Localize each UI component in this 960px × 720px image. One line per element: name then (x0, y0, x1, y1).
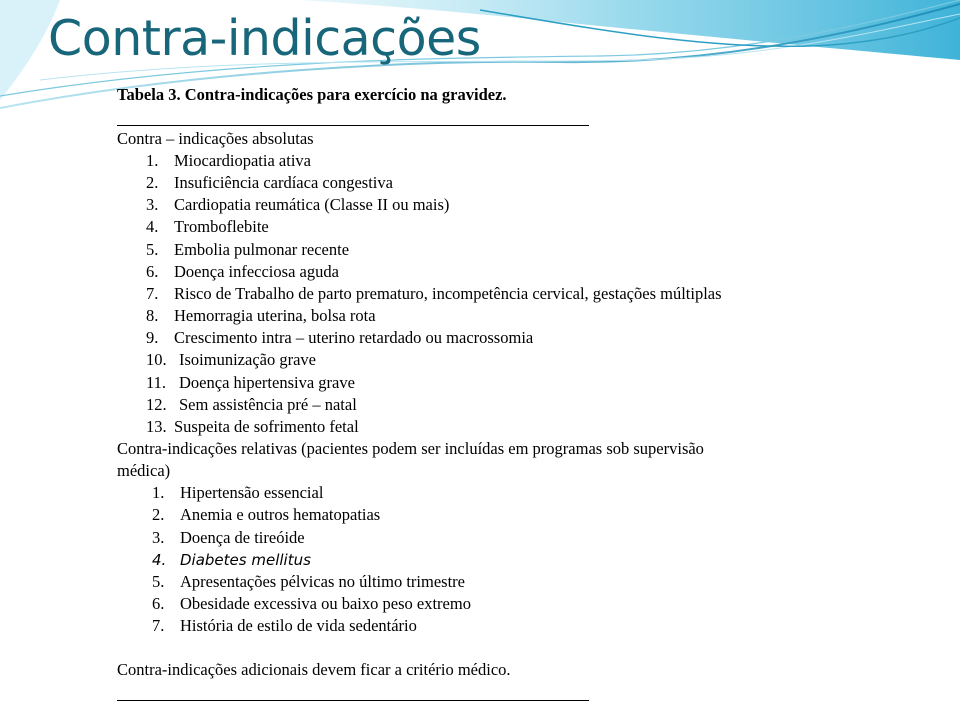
list-item: 3. Cardiopatia reumática (Classe II ou mais) (146, 195, 450, 214)
list-item: 7. História de estilo de vida sedentário (152, 616, 417, 635)
list-item: 5. Embolia pulmonar recente (146, 240, 350, 259)
absolute-heading: Contra – indicações absolutas (117, 129, 314, 148)
list-item: 1. Miocardiopatia ativa (146, 151, 311, 170)
list-item: 3. Doença de tireóide (152, 528, 305, 547)
list-item: 13. Suspeita de sofrimento fetal (146, 417, 359, 436)
list-item: 12. Sem assistência pré – natal (146, 395, 357, 414)
list-item: 10. Isoimunização grave (146, 350, 316, 369)
list-item: 5. Apresentações pélvicas no último trimestre (152, 572, 465, 591)
list-item: 2. Insuficiência cardíaca congestiva (146, 173, 393, 192)
list-item: 9. Crescimento intra – uterino retardado ou macrossomia (146, 328, 534, 347)
relative-heading-line2: médica) (117, 461, 171, 480)
list-item: 1. Hipertensão essencial (152, 483, 324, 502)
list-item: 7. Risco de Trabalho de parto prematuro, incompetência cervical, gestações múltiplas (146, 284, 722, 303)
list-item: 2. Anemia e outros hematopatias (152, 505, 381, 524)
slide-title: Contra-indicações (48, 10, 481, 67)
table-caption: Tabela 3. Contra-indicações para exercício na gravidez. (117, 85, 507, 104)
top-rule (117, 125, 589, 126)
list-item: 6. Obesidade excessiva ou baixo peso extremo (152, 594, 471, 613)
bottom-rule (117, 700, 589, 701)
list-item: 4. Diabetes mellitus (152, 551, 311, 569)
footer-note: Contra-indicações adicionais devem ficar a critério médico. (117, 660, 511, 679)
list-item: 4. Tromboflebite (146, 217, 269, 236)
list-item: 8. Hemorragia uterina, bolsa rota (146, 306, 376, 325)
relative-heading-line1: Contra-indicações relativas (pacientes podem ser incluídas em programas sob supervisão (117, 439, 704, 458)
list-item: 11. Doença hipertensiva grave (146, 373, 355, 392)
list-item: 6. Doença infecciosa aguda (146, 262, 339, 281)
